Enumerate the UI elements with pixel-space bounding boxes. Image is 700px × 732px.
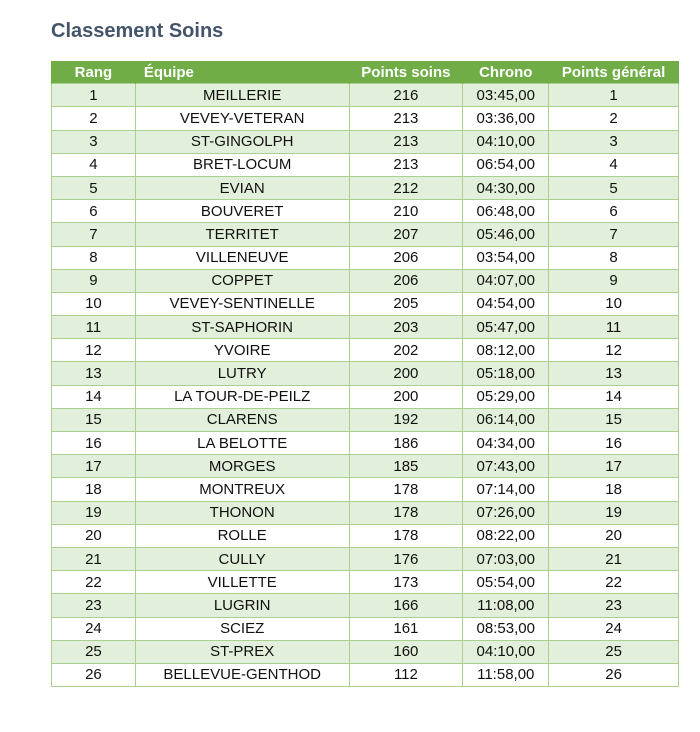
cell-points-general: 2 xyxy=(549,107,679,130)
cell-chrono: 03:45,00 xyxy=(463,84,549,107)
cell-points-general: 14 xyxy=(549,385,679,408)
table-row xyxy=(52,640,679,663)
table-row xyxy=(52,432,679,455)
cell-equipe: BRET-LOCUM xyxy=(135,153,349,176)
cell-points-soins: 200 xyxy=(349,362,463,385)
cell-points-soins: 192 xyxy=(349,408,463,431)
cell-points-general: 22 xyxy=(549,571,679,594)
cell-equipe: CULLY xyxy=(135,547,349,570)
cell-rang: 4 xyxy=(52,153,136,176)
table-row xyxy=(52,153,679,176)
cell-points-soins: 213 xyxy=(349,107,463,130)
table-row xyxy=(52,617,679,640)
page-title: Classement Soins xyxy=(51,20,224,42)
cell-points-soins: 200 xyxy=(349,385,463,408)
cell-points-general: 18 xyxy=(549,478,679,501)
cell-rang: 22 xyxy=(52,571,136,594)
table-row xyxy=(52,269,679,292)
table-row xyxy=(52,107,679,130)
cell-rang: 18 xyxy=(52,478,136,501)
table-row xyxy=(52,455,679,478)
cell-chrono: 07:03,00 xyxy=(463,547,549,570)
cell-points-soins: 210 xyxy=(349,200,463,223)
header-points-soins: Points soins xyxy=(349,61,463,84)
table-row xyxy=(52,223,679,246)
cell-chrono: 08:22,00 xyxy=(463,524,549,547)
cell-points-general: 24 xyxy=(549,617,679,640)
cell-equipe: TERRITET xyxy=(135,223,349,246)
cell-chrono: 08:53,00 xyxy=(463,617,549,640)
table-row xyxy=(52,663,679,686)
table-row xyxy=(52,385,679,408)
cell-rang: 23 xyxy=(52,594,136,617)
cell-equipe: VEVEY-VETERAN xyxy=(135,107,349,130)
cell-chrono: 07:14,00 xyxy=(463,478,549,501)
cell-points-soins: 213 xyxy=(349,130,463,153)
cell-chrono: 04:07,00 xyxy=(463,269,549,292)
cell-equipe: MORGES xyxy=(135,455,349,478)
cell-rang: 6 xyxy=(52,200,136,223)
cell-points-soins: 161 xyxy=(349,617,463,640)
table-row xyxy=(52,362,679,385)
cell-chrono: 03:36,00 xyxy=(463,107,549,130)
cell-points-general: 1 xyxy=(549,84,679,107)
cell-chrono: 05:47,00 xyxy=(463,316,549,339)
cell-points-soins: 178 xyxy=(349,478,463,501)
cell-rang: 17 xyxy=(52,455,136,478)
cell-rang: 7 xyxy=(52,223,136,246)
cell-equipe: VILLETTE xyxy=(135,571,349,594)
cell-points-soins: 186 xyxy=(349,432,463,455)
cell-points-general: 13 xyxy=(549,362,679,385)
table-row xyxy=(52,501,679,524)
cell-points-soins: 178 xyxy=(349,501,463,524)
cell-equipe: BELLEVUE-GENTHOD xyxy=(135,663,349,686)
table-row xyxy=(52,84,679,107)
cell-points-general: 16 xyxy=(549,432,679,455)
cell-chrono: 04:54,00 xyxy=(463,292,549,315)
cell-rang: 10 xyxy=(52,292,136,315)
cell-equipe: EVIAN xyxy=(135,176,349,199)
table-row xyxy=(52,594,679,617)
cell-points-general: 17 xyxy=(549,455,679,478)
cell-points-general: 3 xyxy=(549,130,679,153)
cell-chrono: 11:08,00 xyxy=(463,594,549,617)
cell-points-soins: 178 xyxy=(349,524,463,547)
cell-points-general: 26 xyxy=(549,663,679,686)
table-row xyxy=(52,176,679,199)
cell-points-soins: 205 xyxy=(349,292,463,315)
cell-equipe: MEILLERIE xyxy=(135,84,349,107)
cell-rang: 2 xyxy=(52,107,136,130)
cell-rang: 8 xyxy=(52,246,136,269)
cell-equipe: LUGRIN xyxy=(135,594,349,617)
cell-points-general: 25 xyxy=(549,640,679,663)
cell-equipe: THONON xyxy=(135,501,349,524)
table-row xyxy=(52,292,679,315)
table-row xyxy=(52,478,679,501)
header-equipe: Équipe xyxy=(135,61,349,84)
cell-rang: 20 xyxy=(52,524,136,547)
cell-equipe: LUTRY xyxy=(135,362,349,385)
table-row xyxy=(52,524,679,547)
cell-equipe: SCIEZ xyxy=(135,617,349,640)
cell-equipe: ST-SAPHORIN xyxy=(135,316,349,339)
cell-points-soins: 173 xyxy=(349,571,463,594)
cell-chrono: 05:54,00 xyxy=(463,571,549,594)
cell-rang: 24 xyxy=(52,617,136,640)
cell-rang: 5 xyxy=(52,176,136,199)
table-row xyxy=(52,547,679,570)
cell-chrono: 05:18,00 xyxy=(463,362,549,385)
ranking-table xyxy=(51,61,679,687)
table-row xyxy=(52,246,679,269)
cell-points-general: 6 xyxy=(549,200,679,223)
cell-rang: 16 xyxy=(52,432,136,455)
table-row xyxy=(52,200,679,223)
cell-points-general: 7 xyxy=(549,223,679,246)
header-rang: Rang xyxy=(52,61,136,84)
cell-points-general: 20 xyxy=(549,524,679,547)
cell-rang: 14 xyxy=(52,385,136,408)
cell-chrono: 05:46,00 xyxy=(463,223,549,246)
cell-equipe: ST-PREX xyxy=(135,640,349,663)
cell-equipe: ST-GINGOLPH xyxy=(135,130,349,153)
cell-equipe: ROLLE xyxy=(135,524,349,547)
cell-rang: 11 xyxy=(52,316,136,339)
cell-points-soins: 185 xyxy=(349,455,463,478)
cell-points-soins: 166 xyxy=(349,594,463,617)
cell-points-general: 10 xyxy=(549,292,679,315)
cell-equipe: YVOIRE xyxy=(135,339,349,362)
cell-chrono: 04:34,00 xyxy=(463,432,549,455)
cell-points-general: 23 xyxy=(549,594,679,617)
cell-points-soins: 202 xyxy=(349,339,463,362)
cell-points-general: 4 xyxy=(549,153,679,176)
cell-equipe: MONTREUX xyxy=(135,478,349,501)
cell-points-soins: 112 xyxy=(349,663,463,686)
cell-points-soins: 160 xyxy=(349,640,463,663)
cell-chrono: 04:10,00 xyxy=(463,130,549,153)
cell-equipe: COPPET xyxy=(135,269,349,292)
table-row xyxy=(52,408,679,431)
table-header-row xyxy=(52,61,679,84)
cell-chrono: 06:54,00 xyxy=(463,153,549,176)
table-body xyxy=(52,84,679,687)
cell-chrono: 06:14,00 xyxy=(463,408,549,431)
cell-chrono: 08:12,00 xyxy=(463,339,549,362)
table-row xyxy=(52,339,679,362)
cell-points-soins: 216 xyxy=(349,84,463,107)
cell-chrono: 06:48,00 xyxy=(463,200,549,223)
cell-points-soins: 213 xyxy=(349,153,463,176)
cell-points-soins: 206 xyxy=(349,246,463,269)
cell-rang: 3 xyxy=(52,130,136,153)
table-row xyxy=(52,130,679,153)
cell-points-general: 11 xyxy=(549,316,679,339)
cell-rang: 12 xyxy=(52,339,136,362)
cell-chrono: 04:30,00 xyxy=(463,176,549,199)
cell-chrono: 04:10,00 xyxy=(463,640,549,663)
cell-points-general: 21 xyxy=(549,547,679,570)
cell-points-soins: 207 xyxy=(349,223,463,246)
cell-points-general: 15 xyxy=(549,408,679,431)
cell-rang: 15 xyxy=(52,408,136,431)
cell-equipe: LA BELOTTE xyxy=(135,432,349,455)
cell-rang: 26 xyxy=(52,663,136,686)
cell-equipe: CLARENS xyxy=(135,408,349,431)
cell-chrono: 07:43,00 xyxy=(463,455,549,478)
cell-chrono: 07:26,00 xyxy=(463,501,549,524)
cell-equipe: LA TOUR-DE-PEILZ xyxy=(135,385,349,408)
cell-rang: 13 xyxy=(52,362,136,385)
cell-points-general: 5 xyxy=(549,176,679,199)
cell-points-soins: 203 xyxy=(349,316,463,339)
header-chrono: Chrono xyxy=(463,61,549,84)
cell-points-soins: 212 xyxy=(349,176,463,199)
cell-points-general: 8 xyxy=(549,246,679,269)
cell-rang: 21 xyxy=(52,547,136,570)
cell-points-general: 9 xyxy=(549,269,679,292)
cell-chrono: 11:58,00 xyxy=(463,663,549,686)
cell-equipe: BOUVERET xyxy=(135,200,349,223)
cell-rang: 1 xyxy=(52,84,136,107)
cell-points-general: 19 xyxy=(549,501,679,524)
cell-points-soins: 176 xyxy=(349,547,463,570)
table-row xyxy=(52,571,679,594)
table-row xyxy=(52,316,679,339)
cell-rang: 19 xyxy=(52,501,136,524)
cell-rang: 25 xyxy=(52,640,136,663)
cell-equipe: VILLENEUVE xyxy=(135,246,349,269)
cell-chrono: 05:29,00 xyxy=(463,385,549,408)
cell-rang: 9 xyxy=(52,269,136,292)
cell-chrono: 03:54,00 xyxy=(463,246,549,269)
cell-points-general: 12 xyxy=(549,339,679,362)
cell-points-soins: 206 xyxy=(349,269,463,292)
header-points-general: Points général xyxy=(549,61,679,84)
cell-equipe: VEVEY-SENTINELLE xyxy=(135,292,349,315)
